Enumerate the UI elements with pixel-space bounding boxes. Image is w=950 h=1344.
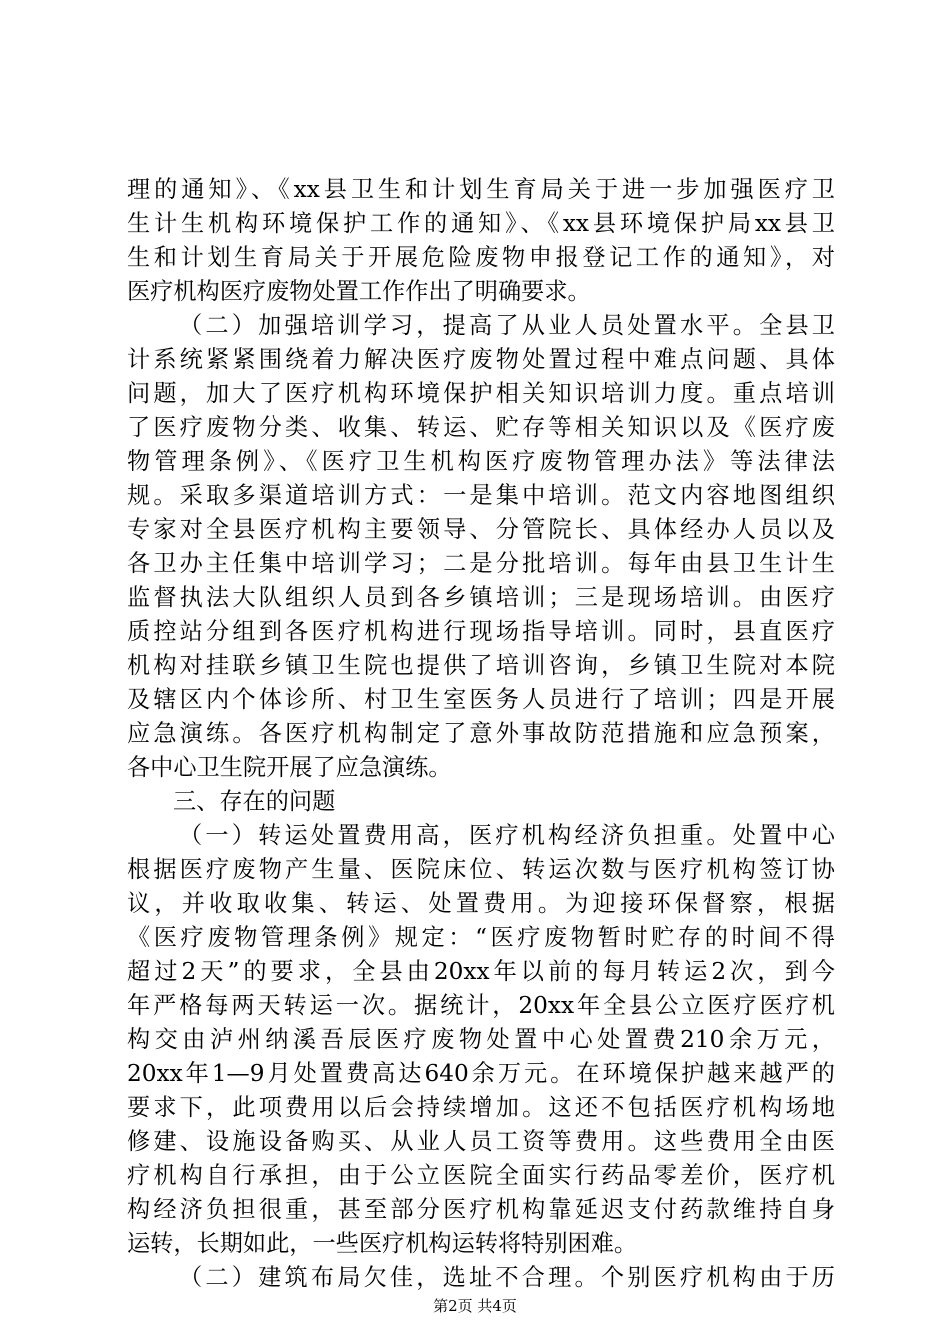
text-line: 问题，加大了医疗机构环境保护相关知识培训力度。重点培训 (127, 380, 835, 407)
text-line: 生计生机构环境保护工作的通知》、《xx县环境保护局xx县卫 (127, 210, 835, 237)
text-line: 机构对挂联乡镇卫生院也提供了培训咨询，乡镇卫生院对本院 (127, 652, 835, 679)
text-line: 各中心卫生院开展了应急演练。 (127, 754, 452, 781)
paragraph-start-line: 三、存在的问题 (173, 788, 336, 815)
paragraph-start-line: （二）建筑布局欠佳，选址不合理。个别医疗机构由于历 (179, 1264, 835, 1291)
text-line: 运转，长期如此，一些医疗机构运转将特别困难。 (127, 1230, 638, 1257)
text-line: 构经济负担很重，甚至部分医疗机构靠延迟支付药款维持自身 (127, 1196, 835, 1223)
text-line: 构交由泸州纳溪吾辰医疗废物处置中心处置费210余万元， (127, 1026, 835, 1053)
document-body (127, 173, 835, 1295)
text-line: 了医疗废物分类、收集、转运、贮存等相关知识以及《医疗废 (127, 414, 835, 441)
text-line: 20xx年1—9月处置费高达640余万元。在环境保护越来越严的 (127, 1060, 835, 1087)
page-indicator: 第2页 共4页 (433, 1297, 517, 1315)
text-line: 疗机构自行承担，由于公立医院全面实行药品零差价，医疗机 (127, 1162, 835, 1189)
text-line: 议，并收取收集、转运、处置费用。为迎接环保督察，根据 (127, 890, 835, 917)
paragraph-start-line: （一）转运处置费用高，医疗机构经济负担重。处置中心 (179, 822, 835, 849)
text-line: 年严格每两天转运一次。据统计，20xx年全县公立医疗医疗机 (127, 992, 835, 1019)
text-line: 计系统紧紧围绕着力解决医疗废物处置过程中难点问题、具体 (127, 346, 835, 373)
paragraph-start-line: （二）加强培训学习，提高了从业人员处置水平。全县卫 (179, 312, 835, 339)
text-line: 理的通知》、《xx县卫生和计划生育局关于进一步加强医疗卫 (127, 176, 835, 203)
text-line: 监督执法大队组织人员到各乡镇培训；三是现场培训。由医疗 (127, 584, 835, 611)
text-line: 专家对全县医疗机构主要领导、分管院长、具体经办人员以及 (127, 516, 835, 543)
text-line: 医疗机构医疗废物处置工作作出了明确要求。 (127, 278, 591, 305)
page-footer (0, 1296, 950, 1316)
text-line: 物管理条例》、《医疗卫生机构医疗废物管理办法》等法律法 (127, 448, 835, 475)
text-line: 及辖区内个体诊所、村卫生室医务人员进行了培训；四是开展 (127, 686, 835, 713)
text-line: 应急演练。各医疗机构制定了意外事故防范措施和应急预案， (127, 720, 835, 747)
text-line: 根据医疗废物产生量、医院床位、转运次数与医疗机构签订协 (127, 856, 835, 883)
text-line: 《医疗废物管理条例》规定：“医疗废物暂时贮存的时间不得 (127, 924, 835, 951)
text-line: 修建、设施设备购买、从业人员工资等费用。这些费用全由医 (127, 1128, 835, 1155)
text-line: 质控站分组到各医疗机构进行现场指导培训。同时，县直医疗 (127, 618, 835, 645)
text-line: 各卫办主任集中培训学习；二是分批培训。每年由县卫生计生 (127, 550, 835, 577)
text-line: 要求下，此项费用以后会持续增加。这还不包括医疗机构场地 (127, 1094, 835, 1121)
text-line: 生和计划生育局关于开展危险废物申报登记工作的通知》，对 (127, 244, 835, 271)
text-line: 规。采取多渠道培训方式：一是集中培训。范文内容地图组织 (127, 482, 835, 509)
text-line: 超过2天”的要求，全县由20xx年以前的每月转运2次，到今 (127, 958, 835, 985)
